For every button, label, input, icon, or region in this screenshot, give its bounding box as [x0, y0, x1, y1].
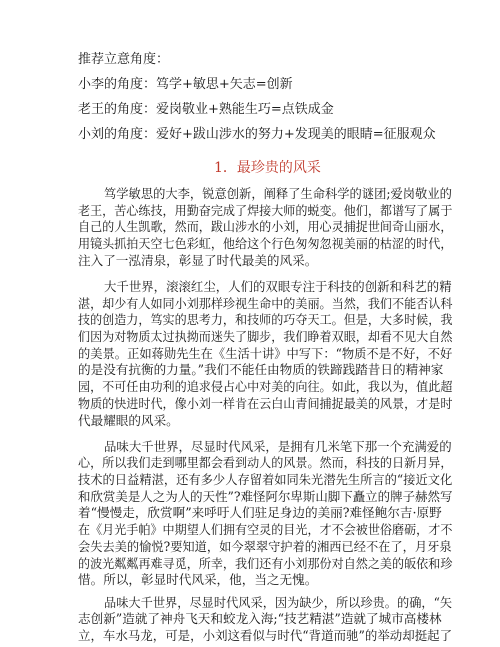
- paragraph-line: 会失去美的愉悦?要知道，如今翠翠守护着的湘西已经不在了，月牙泉: [78, 538, 452, 554]
- recommend-item: 老王的角度：爱岗敬业+熟能生巧=点铁成金: [78, 102, 334, 117]
- paragraph-line: 志创新”造就了神舟飞天和蛟龙入海;“技艺精湛”造就了城市高楼林: [78, 611, 442, 627]
- paragraph-line: 立，车水马龙，可是，小刘这看似与时代“背道而驰”的举动却挺起了: [78, 628, 453, 643]
- paragraph-line: 惜。所以，彰显时代风采，他，当之无愧。: [78, 572, 318, 588]
- paragraph-line: 大千世界，滚滚红尘，人们的双眼专注于科技的创新和科艺的精: [104, 278, 452, 294]
- paragraph-line: 湛，却少有人如同小刘那样珍视生命中的美丽。当然，我们不能否认科: [78, 295, 453, 311]
- paragraph-line: 注入了一泓清泉，彰显了时代最美的风采。: [78, 252, 318, 268]
- paragraph-line: 和欣赏美是人之为人的天性”?难怪阿尔卑斯山脚下矗立的牌子赫然写: [78, 488, 453, 504]
- recommend-title: 推荐立意角度：: [78, 52, 170, 67]
- recommend-item: 小李的角度：笃学+敏思+矢志=创新: [78, 77, 293, 92]
- paragraph-line: 代最耀眼的风采。: [78, 412, 179, 428]
- recommend-item: 小刘的角度：爱好+跋山涉水的努力+发现美的眼睛=征服观众: [78, 127, 436, 142]
- paragraph-line: 老王，苦心练技，用勤奋完成了焊接大师的蜕变。他们，都谱写了属于: [78, 202, 453, 218]
- paragraph-line: 的波光粼粼再难寻觅，所幸，我们还有小刘那份对自然之美的皈依和珍: [78, 555, 453, 571]
- paragraph-line: 心，所以我们走到哪里都会看到动人的风景。然而，科技的日新月异，: [78, 455, 453, 471]
- paragraph-line: 自己的人生凯歌，然而，跋山涉水的小刘，用心灵捕捉世间奇山丽水，: [78, 219, 453, 235]
- paragraph-line: 品味大千世界，尽显时代风采，是拥有几米笔下那一个充满爱的: [104, 438, 452, 454]
- paragraph-line: 在《月光手帕》中期望人们拥有空灵的目光，才不会被世俗磨砺，才不: [78, 522, 453, 538]
- paragraph-line: 技术的日益精湛，还有多少人存留着如同朱光潜先生所言的“接近文化: [78, 472, 453, 487]
- paragraph-line: 的美景。正如蒋勋先生在《生活十讲》中写下：“物质不是不好，不好: [78, 345, 453, 361]
- paragraph-line: 技的创造力，笃实的思考力，和技师的巧夺天工。但是，大多时候，我: [78, 312, 453, 328]
- paragraph-line: 着“慢慢走，欣赏啊”来呼吁人们驻足身边的美丽?难怪鲍尔吉·原野: [78, 505, 442, 521]
- paragraph-line: 品味大千世界，尽显时代风采，因为缺少，所以珍贵。的确，“矢: [104, 594, 453, 610]
- paragraph-line: 物质的快进时代，像小刘一样肯在云白山青间捕捉最美的风景，才是时: [78, 395, 453, 411]
- section-heading: 1．最珍贵的风采: [214, 160, 321, 176]
- paragraph-line: 笃学敏思的大李，锐意创新，阐释了生命科学的谜团;爱岗敬业的: [104, 186, 452, 201]
- paragraph-line: 用镜头抓拍天空七色彩虹，他给这个行色匆匆忽视美丽的枯涩的时代，: [78, 236, 453, 252]
- paragraph-line: 的是没有抗衡的力量。”我们不能任由物质的铁蹄践踏昔日的精神家: [78, 362, 444, 378]
- paragraph-line: 们因为对物质太过执拗而迷失了脚步，我们睁着双眼，却看不见大自然: [78, 329, 453, 344]
- paragraph-line: 园，不可任由功利的追求侵占心中对美的向往。如此，我以为，值此超: [78, 379, 453, 395]
